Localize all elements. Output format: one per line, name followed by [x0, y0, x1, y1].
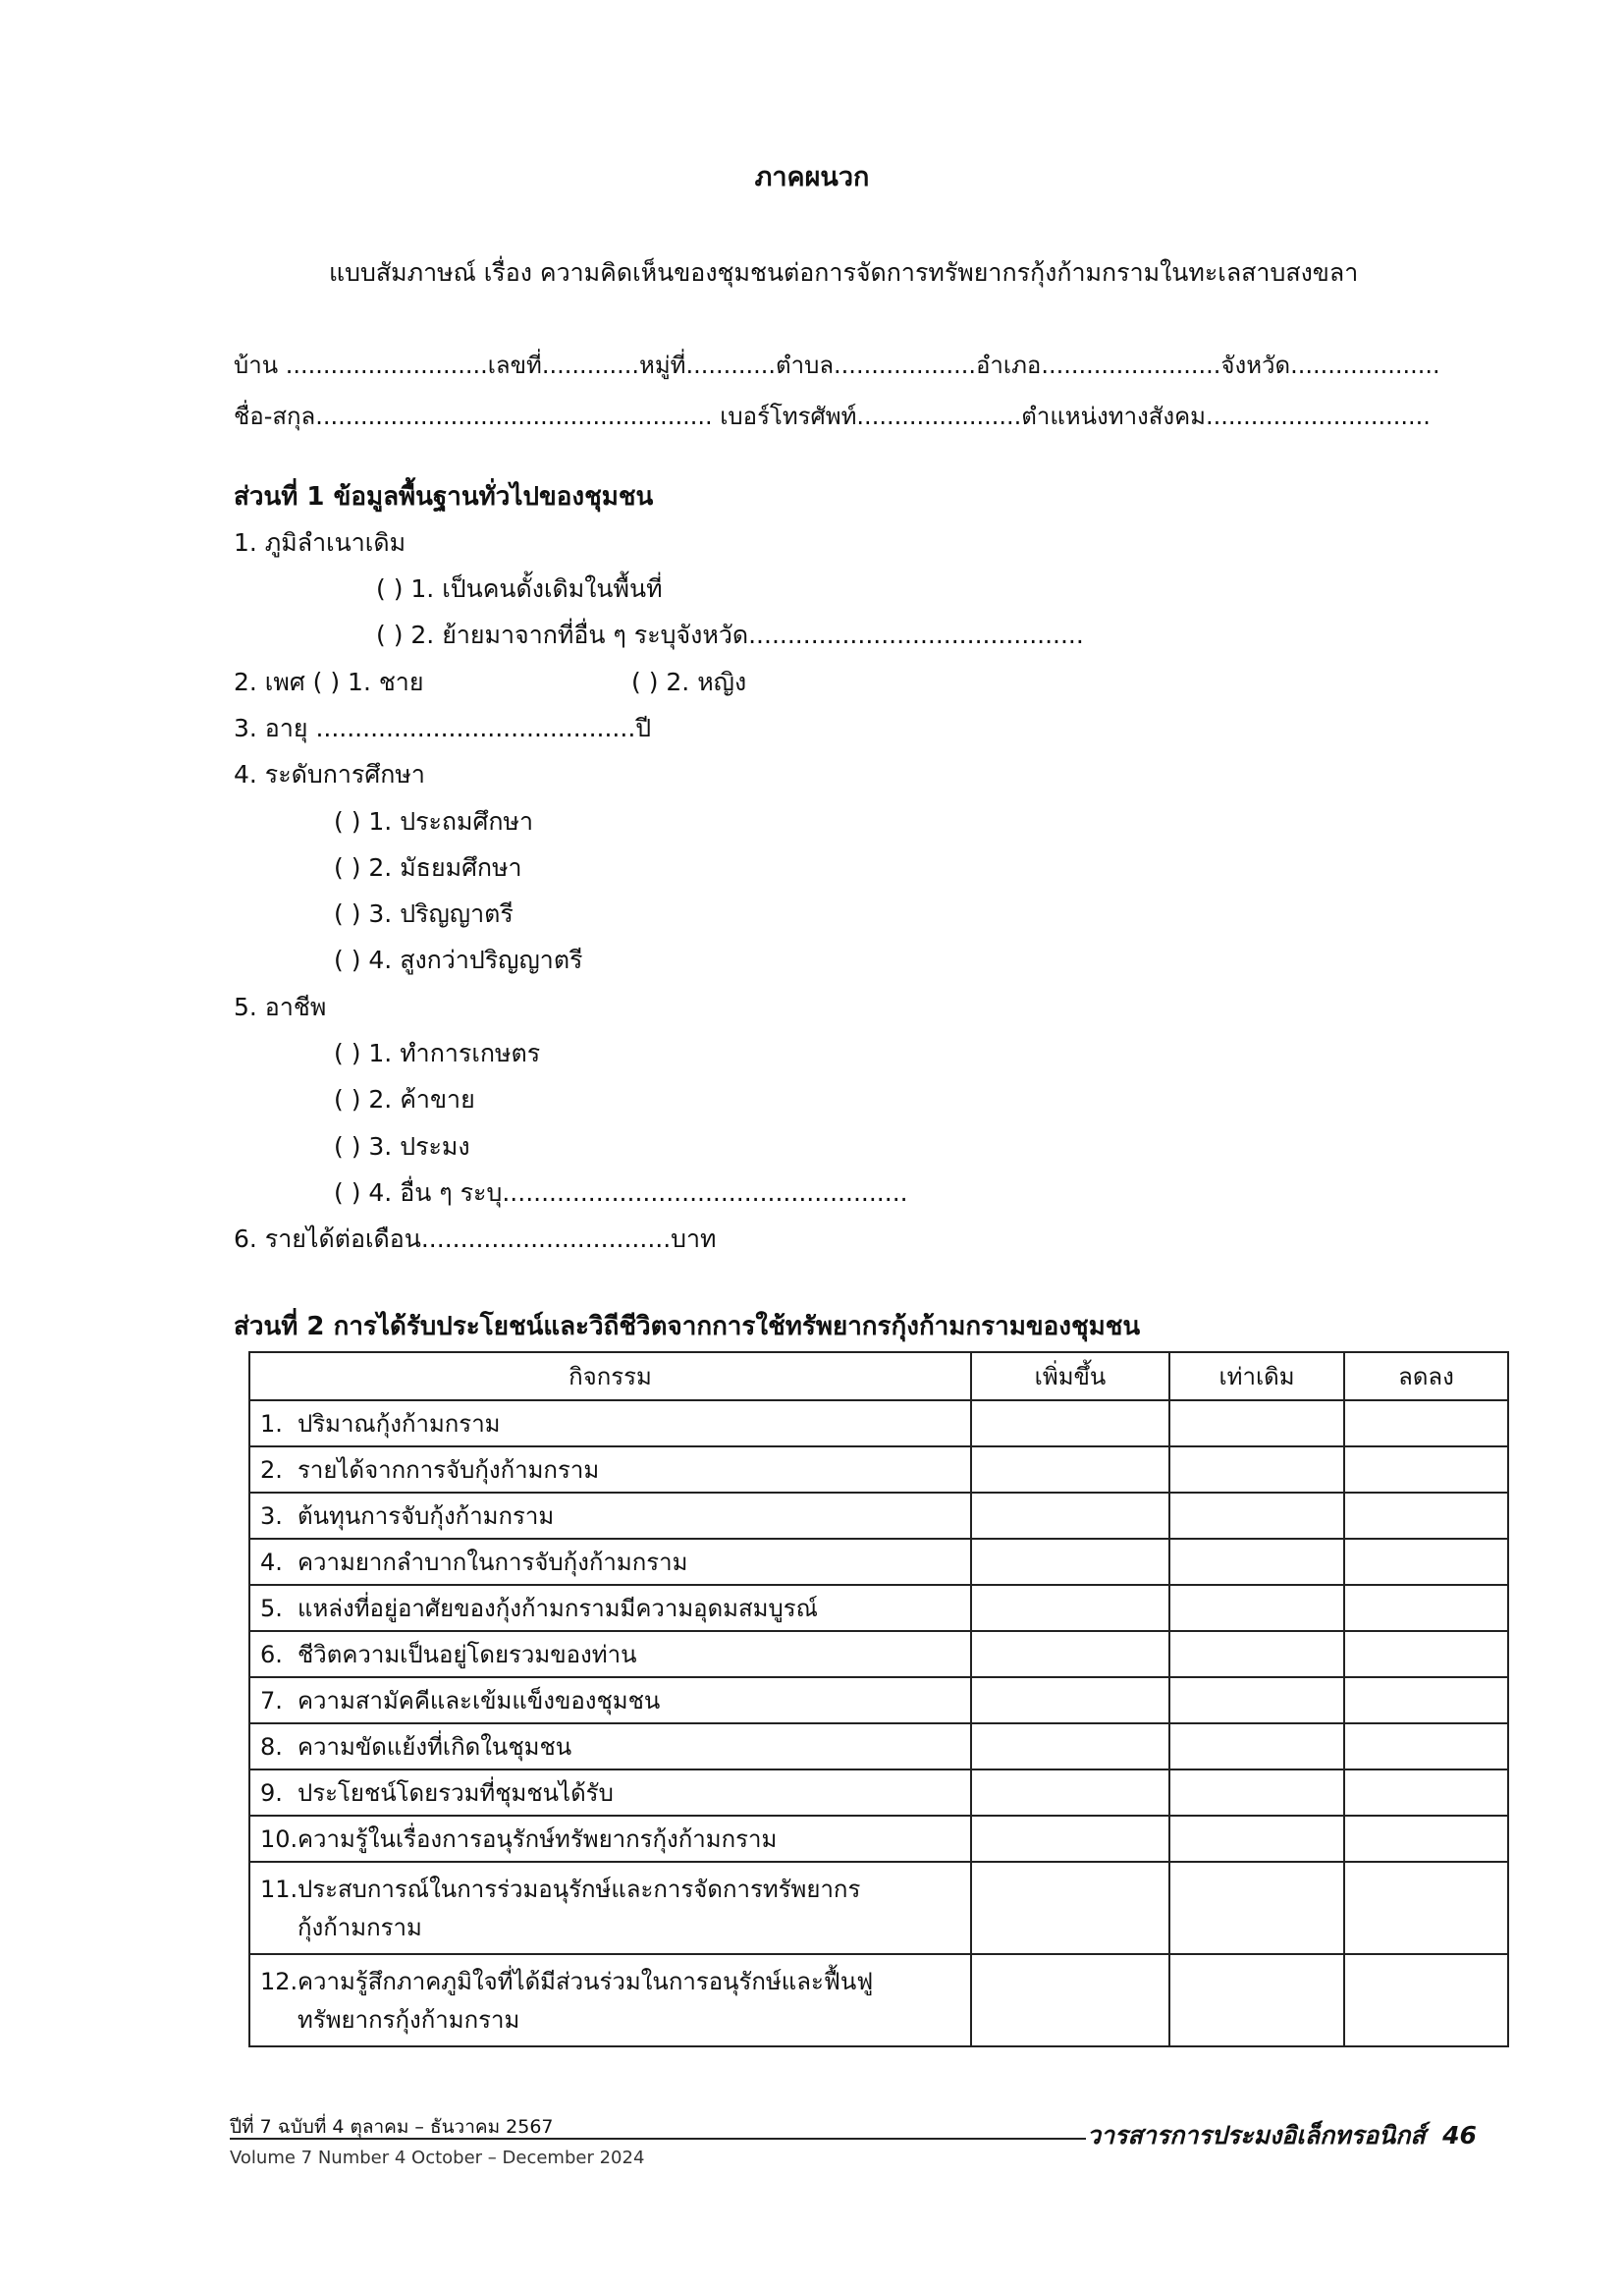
table-row	[249, 1677, 1508, 1723]
check-cell-same[interactable]	[1169, 1769, 1344, 1816]
activity-text: แหล่งที่อยู่อาศัยของกุ้งก้ามกรามมีความอุดมสมบูรณ์	[298, 1595, 818, 1622]
table-row	[249, 1769, 1508, 1816]
activity-cell	[249, 1862, 971, 1954]
q1-option-2: ( ) 2. ย้ายมาจากที่อื่น ๆ ระบุจังหวัด...........................................	[376, 621, 1084, 649]
check-cell-same[interactable]	[1169, 1539, 1344, 1585]
row-number: 9.	[260, 1779, 283, 1807]
check-cell-same[interactable]	[1169, 1493, 1344, 1539]
q2-label: 2. เพศ ( ) 1. ชาย	[234, 668, 424, 696]
section2-title: ส่วนที่ 2 การได้รับประโยชน์และวิถีชีวิตจากการใช้ทรัพยากรกุ้งก้ามกรามของชุมชน	[234, 1312, 1141, 1341]
q5-option-2: ( ) 2. ค้าขาย	[334, 1085, 475, 1114]
check-cell-increase[interactable]	[971, 1585, 1169, 1631]
check-cell-same[interactable]	[1169, 1816, 1344, 1862]
header-address-line: บ้าน ...........................เลขที่.............หมู่ที่............ตำบล...................อำเภอ........................จังหวัด....................	[234, 352, 1440, 379]
activity-text: ประสบการณ์ในการร่วมอนุรักษ์และการจัดการทรัพยากร	[298, 1876, 861, 1903]
activity-cell	[249, 1954, 971, 2046]
activity-text: ประโยชน์โดยรวมที่ชุมชนได้รับ	[298, 1779, 614, 1807]
q4-option-4: ( ) 4. สูงกว่าปริญญาตรี	[334, 946, 583, 974]
check-cell-increase[interactable]	[971, 1677, 1169, 1723]
check-cell-increase[interactable]	[971, 1539, 1169, 1585]
activity-cell	[249, 1400, 971, 1446]
col-header-decrease: ลดลง	[1344, 1352, 1508, 1400]
footer-thai-issue: ปีที่ 7 ฉบับที่ 4 ตุลาคม – ธันวาคม 2567	[230, 2116, 554, 2138]
row-number: 10.	[260, 1825, 298, 1853]
check-cell-increase[interactable]	[971, 1400, 1169, 1446]
q4-label: 4. ระดับการศึกษา	[234, 760, 425, 789]
check-cell-decrease[interactable]	[1344, 1631, 1508, 1677]
col-header-activity: กิจกรรม	[249, 1352, 971, 1400]
footer-english-issue: Volume 7 Number 4 October – December 2024	[230, 2148, 645, 2168]
check-cell-same[interactable]	[1169, 1585, 1344, 1631]
check-cell-same[interactable]	[1169, 1446, 1344, 1493]
col-header-increase: เพิ่มขึ้น	[971, 1352, 1169, 1400]
check-cell-increase[interactable]	[971, 1954, 1169, 2046]
q5-option-3: ( ) 3. ประมง	[334, 1132, 470, 1161]
check-cell-same[interactable]	[1169, 1723, 1344, 1769]
footer-journal-page	[1087, 2116, 1477, 2155]
activity-text: ความขัดแย้งที่เกิดในชุมชน	[298, 1733, 572, 1761]
row-number: 11.	[260, 1876, 298, 1903]
table-row	[249, 1493, 1508, 1539]
q5-option-1: ( ) 1. ทำการเกษตร	[334, 1039, 541, 1067]
check-cell-same[interactable]	[1169, 1862, 1344, 1954]
footer-journal-name: วารสารการประมงอิเล็กทรอนิกส์	[1087, 2121, 1426, 2150]
check-cell-increase[interactable]	[971, 1862, 1169, 1954]
activity-text: ความรู้ในเรื่องการอนุรักษ์ทรัพยากรกุ้งก้ามกราม	[298, 1825, 778, 1853]
activity-cell	[249, 1493, 971, 1539]
q1-option-1: ( ) 1. เป็นคนดั้งเดิมในพื้นที่	[376, 574, 663, 603]
check-cell-decrease[interactable]	[1344, 1816, 1508, 1862]
table-row	[249, 1862, 1508, 1954]
activity-text: ความสามัคคีและเข้มแข็งของชุมชน	[298, 1687, 661, 1714]
q5-label: 5. อาชีพ	[234, 993, 327, 1021]
check-cell-decrease[interactable]	[1344, 1493, 1508, 1539]
activity-table	[248, 1351, 1509, 2047]
footer-page-number: 46	[1442, 2121, 1477, 2150]
table-row	[249, 1954, 1508, 2046]
check-cell-increase[interactable]	[971, 1446, 1169, 1493]
check-cell-increase[interactable]	[971, 1631, 1169, 1677]
activity-cell	[249, 1585, 971, 1631]
activity-text: ชีวิตความเป็นอยู่โดยรวมของท่าน	[298, 1641, 637, 1668]
activity-cell	[249, 1769, 971, 1816]
activity-text-continued: ทรัพยากรกุ้งก้ามกราม	[298, 2006, 520, 2034]
check-cell-decrease[interactable]	[1344, 1723, 1508, 1769]
activity-cell	[249, 1816, 971, 1862]
form-subtitle: แบบสัมภาษณ์ เรื่อง ความคิดเห็นของชุมชนต่อการจัดการทรัพยากรกุ้งก้ามกรามในทะเลสาบสงขลา	[329, 258, 1359, 287]
activity-cell	[249, 1677, 971, 1723]
check-cell-decrease[interactable]	[1344, 1677, 1508, 1723]
check-cell-decrease[interactable]	[1344, 1446, 1508, 1493]
check-cell-increase[interactable]	[971, 1769, 1169, 1816]
check-cell-same[interactable]	[1169, 1400, 1344, 1446]
check-cell-increase[interactable]	[971, 1493, 1169, 1539]
activity-text: รายได้จากการจับกุ้งก้ามกราม	[298, 1456, 600, 1484]
activity-cell	[249, 1446, 971, 1493]
activity-cell	[249, 1631, 971, 1677]
row-number: 12.	[260, 1968, 298, 1995]
q6-label: 6. รายได้ต่อเดือน................................บาท	[234, 1225, 717, 1253]
header-name-line: ชื่อ-สกุล..................................................... เบอร์โทรศัพท์......................ตำแหน่งทางสังคม..............................	[234, 403, 1431, 430]
activity-cell	[249, 1539, 971, 1585]
table-row	[249, 1539, 1508, 1585]
table-row	[249, 1723, 1508, 1769]
q4-option-2: ( ) 2. มัธยมศึกษา	[334, 853, 522, 882]
q3-label: 3. อายุ .........................................ปี	[234, 714, 652, 742]
check-cell-decrease[interactable]	[1344, 1954, 1508, 2046]
check-cell-increase[interactable]	[971, 1816, 1169, 1862]
row-number: 2.	[260, 1456, 283, 1484]
row-number: 4.	[260, 1549, 283, 1576]
q5-option-4: ( ) 4. อื่น ๆ ระบุ....................................................	[334, 1178, 908, 1207]
table-row	[249, 1816, 1508, 1862]
activity-text-continued: กุ้งก้ามกราม	[298, 1914, 422, 1941]
check-cell-same[interactable]	[1169, 1677, 1344, 1723]
row-number: 6.	[260, 1641, 283, 1668]
footer-divider	[230, 2138, 1086, 2140]
page-title: ภาคผนวก	[754, 162, 870, 192]
q4-option-3: ( ) 3. ปริญญาตรี	[334, 899, 514, 928]
check-cell-decrease[interactable]	[1344, 1539, 1508, 1585]
activity-text: ปริมาณกุ้งก้ามกราม	[298, 1410, 501, 1438]
table-header-row	[249, 1352, 1508, 1400]
table-row	[249, 1631, 1508, 1677]
row-number: 1.	[260, 1410, 283, 1438]
row-number: 7.	[260, 1687, 283, 1714]
table-row	[249, 1400, 1508, 1446]
row-number: 5.	[260, 1595, 283, 1622]
row-number: 3.	[260, 1502, 283, 1530]
activity-cell	[249, 1723, 971, 1769]
section1-title: ส่วนที่ 1 ข้อมูลพื้นฐานทั่วไปของชุมชน	[234, 482, 654, 512]
col-header-same: เท่าเดิม	[1169, 1352, 1344, 1400]
activity-text: ความรู้สึกภาคภูมิใจที่ได้มีส่วนร่วมในการอนุรักษ์และฟื้นฟู	[298, 1968, 874, 1995]
row-number: 8.	[260, 1733, 283, 1761]
check-cell-decrease[interactable]	[1344, 1862, 1508, 1954]
q4-option-1: ( ) 1. ประถมศึกษา	[334, 807, 534, 836]
check-cell-increase[interactable]	[971, 1723, 1169, 1769]
q2-option-2: ( ) 2. หญิง	[631, 668, 747, 696]
table-row	[249, 1585, 1508, 1631]
check-cell-decrease[interactable]	[1344, 1585, 1508, 1631]
check-cell-same[interactable]	[1169, 1954, 1344, 2046]
check-cell-decrease[interactable]	[1344, 1769, 1508, 1816]
activity-text: ความยากลำบากในการจับกุ้งก้ามกราม	[298, 1549, 688, 1576]
q1-label: 1. ภูมิลำเนาเดิม	[234, 528, 406, 557]
check-cell-decrease[interactable]	[1344, 1400, 1508, 1446]
table-row	[249, 1446, 1508, 1493]
activity-text: ต้นทุนการจับกุ้งก้ามกราม	[298, 1502, 555, 1530]
check-cell-same[interactable]	[1169, 1631, 1344, 1677]
